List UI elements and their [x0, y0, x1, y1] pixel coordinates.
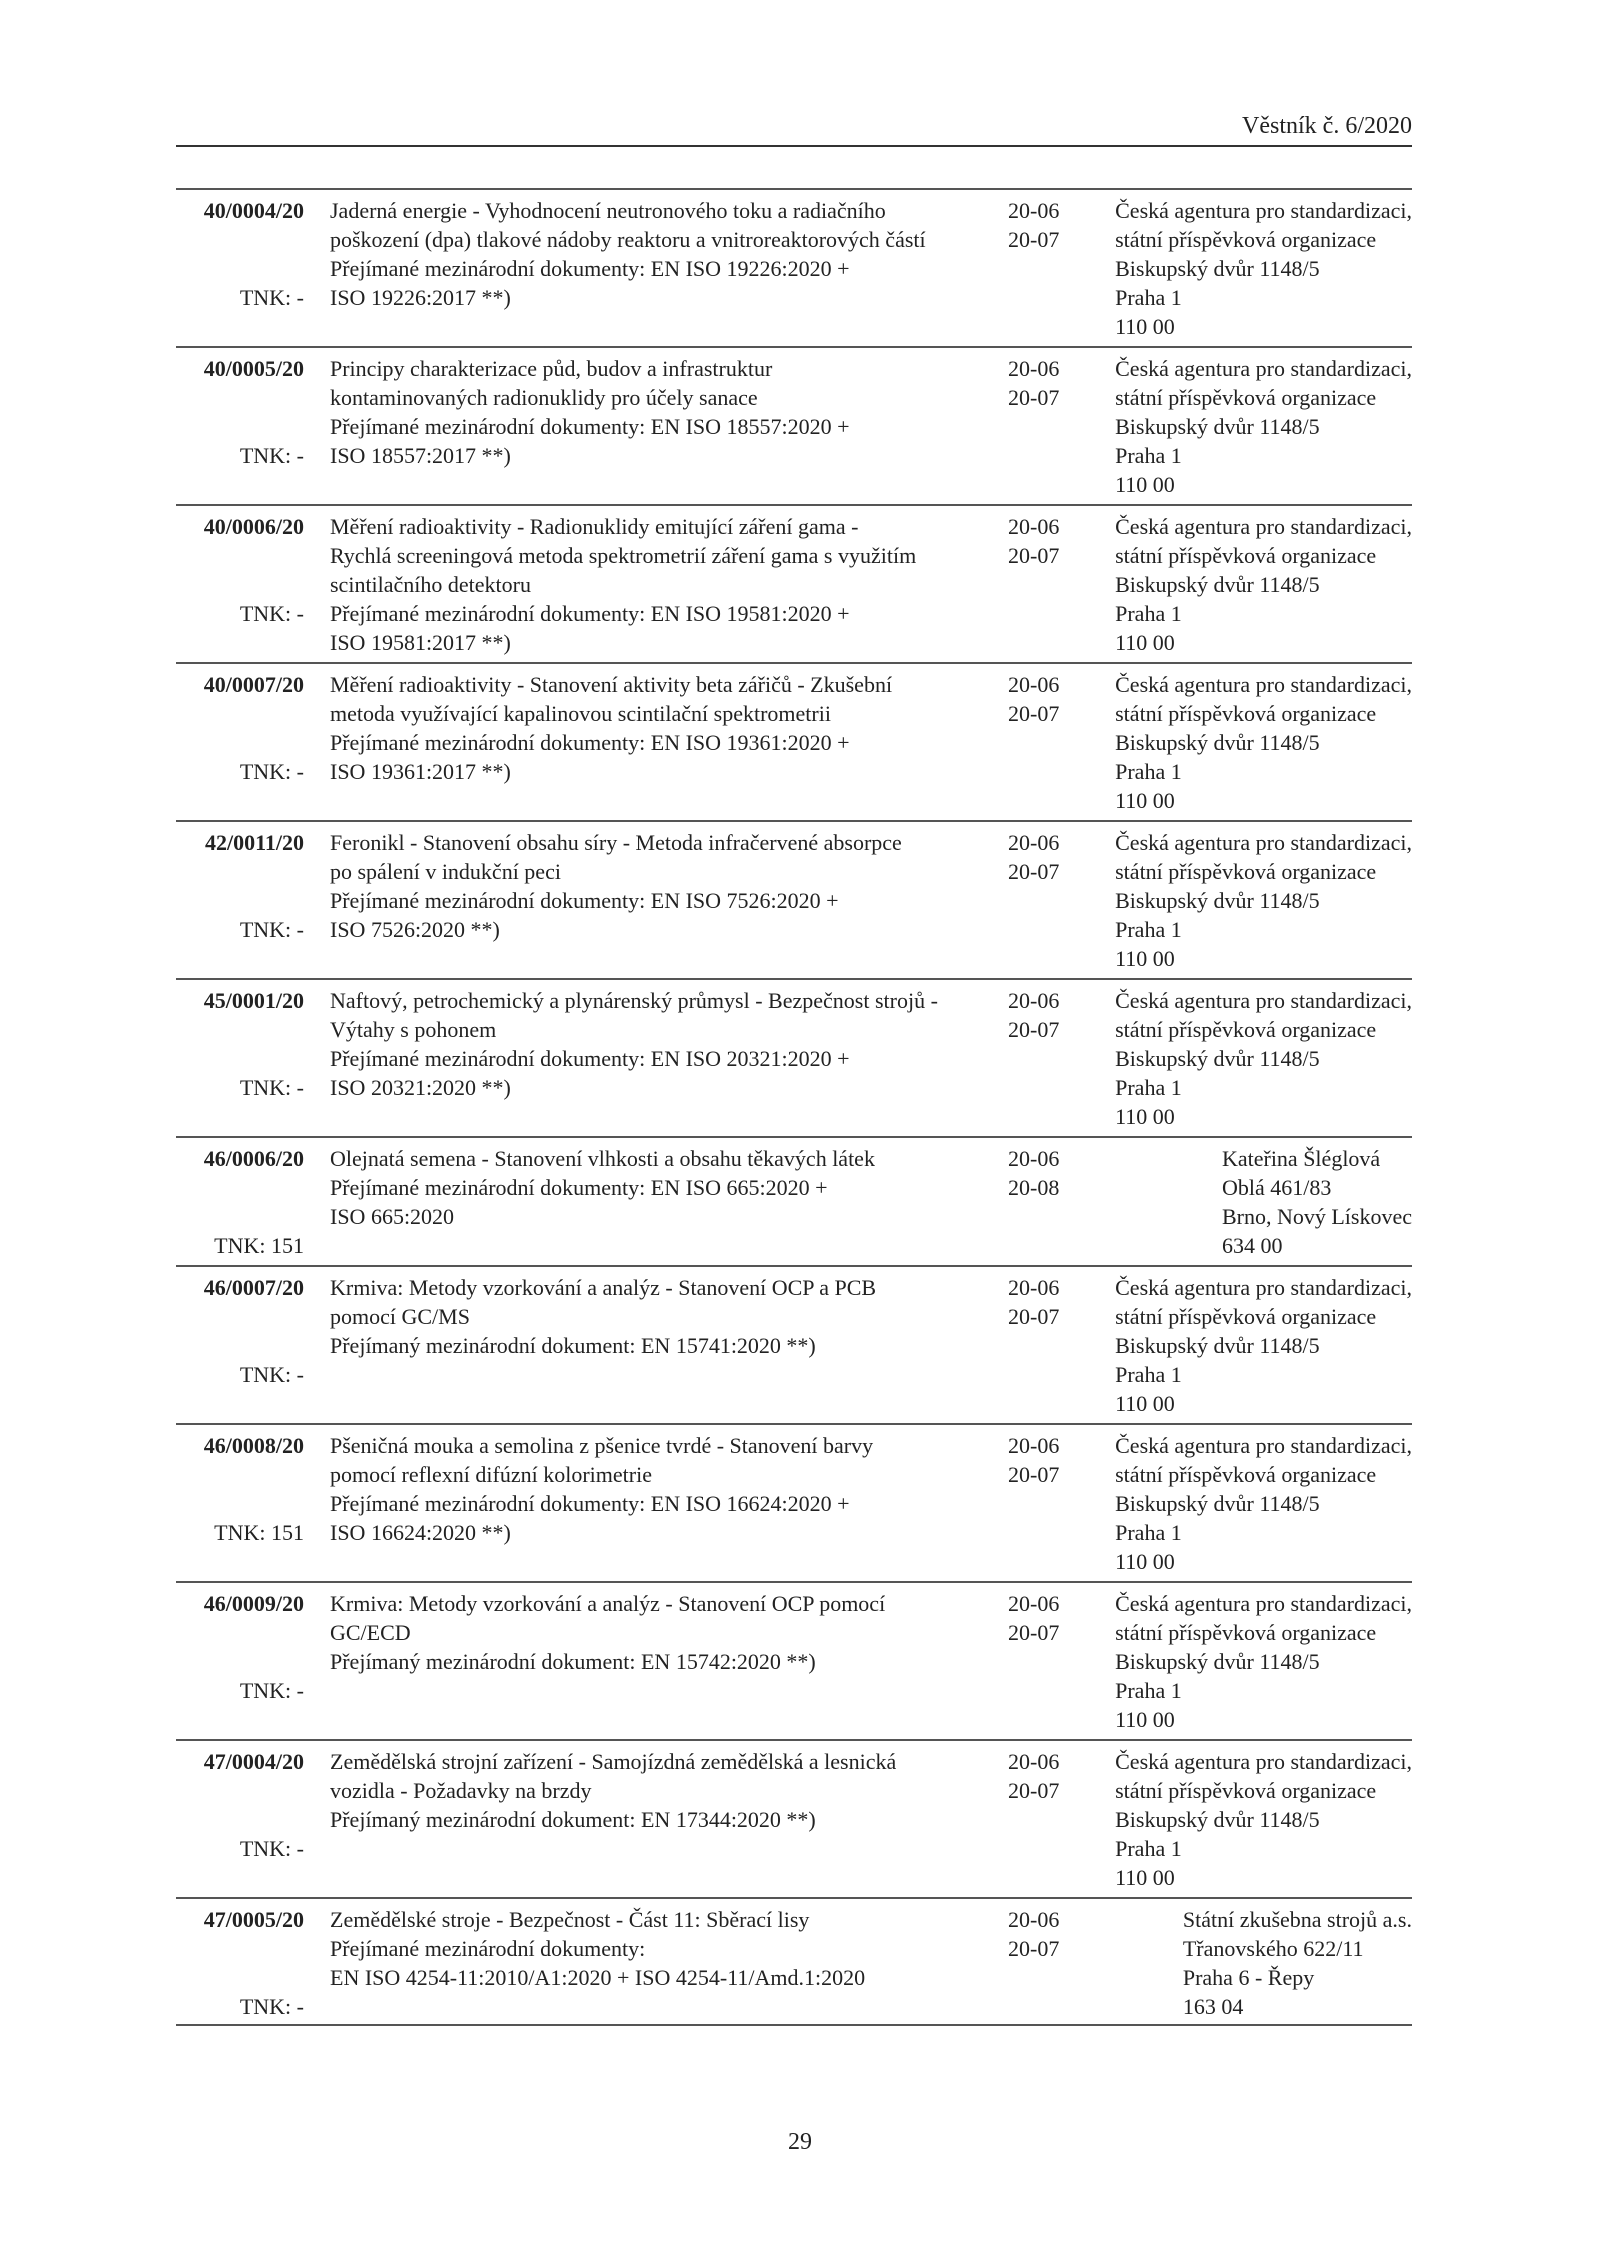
organization-line: státní příspěvková organizace — [1115, 1304, 1377, 1329]
organization-line: Biskupský dvůr 1148/5 — [1115, 256, 1320, 281]
entry-dates — [1008, 1905, 1088, 1963]
entry-title-line: ISO 19361:2017 **) — [330, 759, 511, 784]
organization-line: 110 00 — [1115, 788, 1175, 813]
entry-title-line: Krmiva: Metody vzorkování a analýz - Stanovení OCP a PCB — [330, 1275, 877, 1300]
standard-entry — [176, 662, 1412, 820]
entry-tnk: TNK: - — [239, 1994, 304, 2019]
entry-date-start: 20-06 — [1008, 1275, 1060, 1300]
organization-address — [1115, 828, 1412, 973]
organization-line: státní příspěvková organizace — [1115, 1620, 1377, 1645]
entry-title-line: Zemědělská strojní zařízení - Samojízdná zemědělská a lesnická — [330, 1749, 897, 1774]
organization-line: Biskupský dvůr 1148/5 — [1115, 888, 1320, 913]
organization-line: Praha 1 — [1115, 759, 1182, 784]
entry-title-line: Přejímané mezinárodní dokumenty: EN ISO 7526:2020 + — [330, 888, 839, 913]
organization-line: Praha 1 — [1115, 1362, 1182, 1387]
organization-line: Česká agentura pro standardizaci, — [1115, 198, 1412, 223]
entry-tnk: TNK: 151 — [214, 1520, 304, 1545]
entry-organization — [1088, 670, 1412, 815]
entry-id: 46/0006/20 — [203, 1146, 304, 1171]
entry-title — [330, 1431, 982, 1547]
entry-title-line: poškození (dpa) tlakové nádoby reaktoru a vnitroreaktorových částí — [330, 227, 926, 252]
organization-line: Praha 1 — [1115, 285, 1182, 310]
organization-line: Česká agentura pro standardizaci, — [1115, 1749, 1412, 1774]
entry-title — [330, 670, 982, 786]
organization-line: státní příspěvková organizace — [1115, 543, 1377, 568]
entry-date-start: 20-06 — [1008, 830, 1060, 855]
entry-dates — [1008, 1747, 1088, 1805]
entry-title-line: Naftový, petrochemický a plynárenský průmysl - Bezpečnost strojů - — [330, 988, 938, 1013]
entry-date-end: 20-07 — [1008, 227, 1060, 252]
entry-organization — [1088, 512, 1412, 657]
entry-date-end: 20-07 — [1008, 1462, 1060, 1487]
organization-line: Oblá 461/83 — [1221, 1175, 1332, 1200]
organization-line: státní příspěvková organizace — [1115, 385, 1377, 410]
organization-line: státní příspěvková organizace — [1115, 227, 1377, 252]
entry-tnk: TNK: 151 — [214, 1233, 304, 1258]
organization-line: Biskupský dvůr 1148/5 — [1115, 1333, 1320, 1358]
entry-date-start: 20-06 — [1008, 1433, 1060, 1458]
entry-title-line: ISO 18557:2017 **) — [330, 443, 511, 468]
organization-address — [1115, 670, 1412, 815]
organization-line: státní příspěvková organizace — [1115, 1017, 1377, 1042]
organization-address — [1115, 512, 1412, 657]
entry-dates — [1008, 196, 1088, 254]
organization-address — [1115, 1273, 1412, 1418]
entry-title-line: GC/ECD — [330, 1620, 411, 1645]
entry-id: 42/0011/20 — [204, 830, 304, 855]
organization-line: Praha 1 — [1115, 443, 1182, 468]
organization-line: Česká agentura pro standardizaci, — [1115, 514, 1412, 539]
entry-title — [330, 1747, 982, 1834]
standard-entry — [176, 978, 1412, 1136]
standard-entry — [176, 1581, 1412, 1739]
organization-line: Biskupský dvůr 1148/5 — [1115, 1649, 1320, 1674]
organization-line: Biskupský dvůr 1148/5 — [1115, 730, 1320, 755]
entry-date-end: 20-07 — [1008, 543, 1060, 568]
organization-line: 110 00 — [1115, 1104, 1175, 1129]
entry-organization — [1088, 1273, 1412, 1418]
organization-line: Česká agentura pro standardizaci, — [1115, 672, 1412, 697]
entry-dates — [1008, 1589, 1088, 1647]
entry-date-start: 20-06 — [1008, 1591, 1060, 1616]
organization-line: 110 00 — [1115, 1707, 1175, 1732]
organization-line: státní příspěvková organizace — [1115, 1462, 1377, 1487]
entry-dates — [1008, 670, 1088, 728]
entry-title — [330, 354, 982, 470]
standard-entry — [176, 1423, 1412, 1581]
standard-entry — [176, 1739, 1412, 1897]
entry-date-start: 20-06 — [1008, 198, 1060, 223]
entry-id: 46/0008/20 — [203, 1433, 304, 1458]
organization-line: Česká agentura pro standardizaci, — [1115, 830, 1412, 855]
entry-title — [330, 1144, 982, 1231]
entry-date-start: 20-06 — [1008, 672, 1060, 697]
entry-tnk: TNK: - — [239, 1362, 304, 1387]
entry-title-line: Přejímaný mezinárodní dokument: EN 15741:2020 **) — [330, 1333, 816, 1358]
entry-title-line: Přejímané mezinárodní dokumenty: EN ISO 665:2020 + — [330, 1175, 828, 1200]
organization-line: Státní zkušebna strojů a.s. — [1182, 1907, 1412, 1932]
entry-dates — [1008, 512, 1088, 570]
entry-title — [330, 1273, 982, 1360]
standard-entry — [176, 820, 1412, 978]
standard-entry — [176, 1897, 1412, 2026]
entry-date-start: 20-06 — [1008, 1749, 1060, 1774]
organization-address — [1183, 1905, 1412, 2021]
entry-title-line: Měření radioaktivity - Radionuklidy emitující záření gama - — [330, 514, 859, 539]
entry-date-start: 20-06 — [1008, 988, 1060, 1013]
organization-line: Praha 1 — [1115, 1678, 1182, 1703]
entry-title-line: ISO 16624:2020 **) — [330, 1520, 511, 1545]
entry-organization — [1088, 828, 1412, 973]
entry-title-line: ISO 19226:2017 **) — [330, 285, 511, 310]
entry-title-line: metoda využívající kapalinovou scintilační spektrometrii — [330, 701, 831, 726]
entry-organization — [1088, 1589, 1412, 1734]
organization-line: Třanovského 622/11 — [1182, 1936, 1364, 1961]
entry-title-line: Jaderná energie - Vyhodnocení neutronového toku a radiačního — [330, 198, 886, 223]
organization-line: 110 00 — [1115, 314, 1175, 339]
entry-date-end: 20-07 — [1008, 1620, 1060, 1645]
entry-title-line: Principy charakterizace půd, budov a infrastruktur — [330, 356, 773, 381]
entry-id: 40/0007/20 — [203, 672, 304, 697]
organization-line: Biskupský dvůr 1148/5 — [1115, 1491, 1320, 1516]
entry-organization — [1088, 354, 1412, 499]
entry-dates — [1008, 986, 1088, 1044]
entry-dates — [1008, 828, 1088, 886]
organization-line: Česká agentura pro standardizaci, — [1115, 356, 1412, 381]
entry-date-start: 20-06 — [1008, 514, 1060, 539]
entry-date-end: 20-08 — [1008, 1175, 1060, 1200]
organization-line: 110 00 — [1115, 1391, 1175, 1416]
organization-address — [1222, 1144, 1412, 1260]
entry-title-line: po spálení v indukční peci — [330, 859, 561, 884]
entry-id: 40/0004/20 — [203, 198, 304, 223]
organization-line: Praha 1 — [1115, 1836, 1182, 1861]
entry-tnk: TNK: - — [239, 917, 304, 942]
entry-title — [330, 1589, 982, 1676]
entry-organization — [1088, 1747, 1412, 1892]
entry-tnk: TNK: - — [239, 1075, 304, 1100]
standard-entry — [176, 188, 1412, 346]
entry-tnk: TNK: - — [239, 285, 304, 310]
entry-organization — [1088, 986, 1412, 1131]
organization-line: Biskupský dvůr 1148/5 — [1115, 414, 1320, 439]
entry-date-end: 20-07 — [1008, 1778, 1060, 1803]
entry-organization — [1088, 196, 1412, 341]
entry-date-end: 20-07 — [1008, 701, 1060, 726]
entry-tnk: TNK: - — [239, 759, 304, 784]
organization-line: státní příspěvková organizace — [1115, 1778, 1377, 1803]
entry-title-line: ISO 7526:2020 **) — [330, 917, 500, 942]
entry-title-line: Přejímané mezinárodní dokumenty: EN ISO 19226:2020 + — [330, 256, 850, 281]
organization-address — [1115, 1747, 1412, 1892]
entry-title-line: vozidla - Požadavky na brzdy — [330, 1778, 592, 1803]
entry-title-line: Přejímané mezinárodní dokumenty: EN ISO 18557:2020 + — [330, 414, 850, 439]
entry-title-line: scintilačního detektoru — [330, 572, 531, 597]
entry-organization — [1088, 1431, 1412, 1576]
entry-title-line: pomocí GC/MS — [330, 1304, 470, 1329]
entry-title-line: Přejímané mezinárodní dokumenty: EN ISO 19581:2020 + — [330, 601, 850, 626]
entry-id: 45/0001/20 — [203, 988, 304, 1013]
entry-dates — [1008, 1273, 1088, 1331]
entry-date-end: 20-07 — [1008, 859, 1060, 884]
entry-title-line: ISO 19581:2017 **) — [330, 630, 511, 655]
entry-tnk: TNK: - — [239, 1678, 304, 1703]
entry-date-start: 20-06 — [1008, 1907, 1060, 1932]
entry-organization — [1088, 1905, 1412, 2021]
entry-date-end: 20-07 — [1008, 1936, 1060, 1961]
organization-line: Brno, Nový Lískovec — [1221, 1204, 1412, 1229]
entry-title-line: Přejímané mezinárodní dokumenty: EN ISO 16624:2020 + — [330, 1491, 850, 1516]
entry-title-line: Přejímaný mezinárodní dokument: EN 15742:2020 **) — [330, 1649, 816, 1674]
organization-line: Praha 1 — [1115, 1520, 1182, 1545]
entry-title-line: pomocí reflexní difúzní kolorimetrie — [330, 1462, 652, 1487]
organization-line: 110 00 — [1115, 472, 1175, 497]
entry-title-line: Rychlá screeningová metoda spektrometrií záření gama s využitím — [330, 543, 917, 568]
entry-dates — [1008, 1431, 1088, 1489]
organization-line: Praha 1 — [1115, 917, 1182, 942]
entry-title-line: Měření radioaktivity - Stanovení aktivity beta zářičů - Zkušební — [330, 672, 893, 697]
entry-title-line: Olejnatá semena - Stanovení vlhkosti a obsahu těkavých látek — [330, 1146, 875, 1171]
page-number: 29 — [788, 2129, 812, 2155]
organization-line: Praha 1 — [1115, 1075, 1182, 1100]
entry-title — [330, 512, 982, 657]
organization-address — [1115, 1589, 1412, 1734]
standard-entry — [176, 1265, 1412, 1423]
entry-title-line: Přejímaný mezinárodní dokument: EN 17344:2020 **) — [330, 1807, 816, 1832]
entry-id: 46/0007/20 — [203, 1275, 304, 1300]
organization-line: Česká agentura pro standardizaci, — [1115, 1591, 1412, 1616]
organization-line: Česká agentura pro standardizaci, — [1115, 1433, 1412, 1458]
entry-title-line: ISO 20321:2020 **) — [330, 1075, 511, 1100]
organization-line: Biskupský dvůr 1148/5 — [1115, 1807, 1320, 1832]
entry-title — [330, 1905, 982, 1992]
organization-line: 163 04 — [1182, 1994, 1244, 2019]
organization-line: 110 00 — [1115, 1865, 1175, 1890]
entry-title — [330, 986, 982, 1102]
entry-title-line: kontaminovaných radionuklidy pro účely sanace — [330, 385, 758, 410]
organization-address — [1115, 986, 1412, 1131]
standard-entry — [176, 1136, 1412, 1265]
entry-title-line: Přejímané mezinárodní dokumenty: EN ISO 19361:2020 + — [330, 730, 850, 755]
standard-entry — [176, 346, 1412, 504]
header-rule — [176, 145, 1412, 147]
entry-id: 40/0006/20 — [203, 514, 304, 539]
entry-title-line: Přejímané mezinárodní dokumenty: — [330, 1936, 646, 1961]
entry-tnk: TNK: - — [239, 601, 304, 626]
organization-line: Praha 6 - Řepy — [1182, 1965, 1315, 1990]
organization-line: 110 00 — [1115, 1549, 1175, 1574]
entry-title-line: Pšeničná mouka a semolina z pšenice tvrdé - Stanovení barvy — [330, 1433, 874, 1458]
entry-organization — [1088, 1144, 1412, 1260]
entry-title-line: Feronikl - Stanovení obsahu síry - Metoda infračervené absorpce — [330, 830, 902, 855]
entry-date-end: 20-07 — [1008, 385, 1060, 410]
organization-line: Česká agentura pro standardizaci, — [1115, 988, 1412, 1013]
organization-address — [1115, 196, 1412, 341]
entry-tnk: TNK: - — [239, 443, 304, 468]
entry-title — [330, 828, 982, 944]
entry-dates — [1008, 354, 1088, 412]
entry-date-end: 20-07 — [1008, 1017, 1060, 1042]
standard-entry — [176, 504, 1412, 662]
entry-title-line: Přejímané mezinárodní dokumenty: EN ISO 20321:2020 + — [330, 1046, 850, 1071]
document-header: Věstník č. 6/2020 — [1242, 113, 1412, 139]
entry-dates — [1008, 1144, 1088, 1202]
entry-title — [330, 196, 982, 312]
entry-date-start: 20-06 — [1008, 356, 1060, 381]
organization-line: Praha 1 — [1115, 601, 1182, 626]
organization-line: Biskupský dvůr 1148/5 — [1115, 1046, 1320, 1071]
entry-title-line: Výtahy s pohonem — [330, 1017, 497, 1042]
entry-id: 46/0009/20 — [203, 1591, 304, 1616]
organization-line: Kateřina Šléglová — [1221, 1146, 1381, 1171]
organization-line: státní příspěvková organizace — [1115, 701, 1377, 726]
entry-id: 47/0005/20 — [203, 1907, 304, 1932]
organization-address — [1115, 354, 1412, 499]
entry-id: 40/0005/20 — [203, 356, 304, 381]
organization-line: 634 00 — [1221, 1233, 1283, 1258]
organization-line: Česká agentura pro standardizaci, — [1115, 1275, 1412, 1300]
entry-title-line: Zemědělské stroje - Bezpečnost - Část 11: Sběrací lisy — [330, 1907, 810, 1932]
organization-line: Biskupský dvůr 1148/5 — [1115, 572, 1320, 597]
entry-title-line: ISO 665:2020 — [330, 1204, 455, 1229]
entry-tnk: TNK: - — [239, 1836, 304, 1861]
organization-line: státní příspěvková organizace — [1115, 859, 1377, 884]
entry-title-line: Krmiva: Metody vzorkování a analýz - Stanovení OCP pomocí — [330, 1591, 886, 1616]
entry-id: 47/0004/20 — [203, 1749, 304, 1774]
organization-line: 110 00 — [1115, 630, 1175, 655]
standards-table — [176, 188, 1412, 2026]
organization-line: 110 00 — [1115, 946, 1175, 971]
entry-title-line: EN ISO 4254-11:2010/A1:2020 + ISO 4254-11/Amd.1:2020 — [330, 1965, 866, 1990]
organization-address — [1115, 1431, 1412, 1576]
entry-date-start: 20-06 — [1008, 1146, 1060, 1171]
entry-date-end: 20-07 — [1008, 1304, 1060, 1329]
